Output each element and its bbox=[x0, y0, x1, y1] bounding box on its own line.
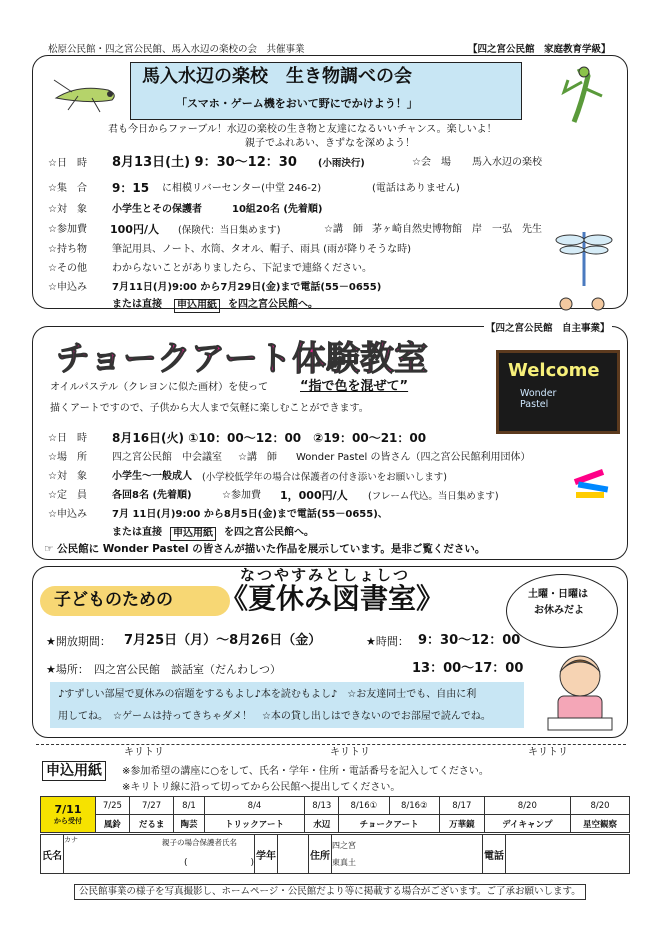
event2-target: 小学生～一般成人 bbox=[112, 471, 192, 482]
crayons-illustration bbox=[570, 468, 614, 502]
event2-title-art bbox=[54, 332, 464, 380]
event1-apply: 7月11日(月)9:00 から7月29日(金)まで電話(55－0655) bbox=[112, 282, 382, 293]
event1-date: 8月13日(土) 9：30～12：30 bbox=[112, 155, 297, 170]
phone-field[interactable] bbox=[506, 835, 630, 874]
welcome-sub: Wonder Pastel bbox=[520, 388, 557, 410]
event1-meet-time: 9：15 bbox=[112, 181, 150, 195]
form-inst2: ※キリトリ線に沿って切ってから公民館へ提出してください。 bbox=[122, 782, 401, 793]
event1-fee-note: (保険代：当日集めます) bbox=[178, 225, 281, 236]
event3-note2: 用してね。 ☆ゲームは持ってきちゃダメ！ ☆本の貸し出しはできないのでお部屋で読んでね。 bbox=[58, 711, 491, 722]
event2-title: チョークアート体験教室 bbox=[56, 339, 428, 379]
event2-fee: 1，000円/人 bbox=[280, 489, 348, 502]
event1-other-label: ☆その他 bbox=[48, 263, 87, 274]
event2-apply: 7月 11日(月)9:00 から8月5日(金)まで電話(55－0655)、 bbox=[112, 509, 388, 520]
dragonfly-illustration bbox=[552, 226, 616, 316]
address-label: 住所 bbox=[309, 835, 332, 874]
event1-apply-form: 申込用紙 bbox=[174, 299, 220, 313]
event2-target-note: (小学校低学年の場合は保護者の付き添いをお願いします) bbox=[202, 472, 447, 483]
event1-fee: 100円/人 bbox=[110, 223, 159, 236]
event2-apply-label: ☆申込み bbox=[48, 509, 87, 520]
guardian-label: 親子の場合保護者氏名 bbox=[162, 838, 237, 847]
event1-target-label: ☆対 象 bbox=[48, 204, 87, 215]
event2-intro1: オイルパステル（クレヨンに似た画材）を使って bbox=[50, 382, 269, 393]
phone-label: 電話 bbox=[483, 835, 506, 874]
event3-period-label: ★開放期間： bbox=[46, 635, 111, 648]
kana-label: カナ bbox=[64, 836, 78, 844]
event1-items-label: ☆持ち物 bbox=[48, 244, 87, 255]
event2-fee-label: ☆参加費 bbox=[222, 490, 261, 501]
address-option-1: 四之宮 bbox=[332, 841, 356, 850]
course-cell[interactable]: デイキャンプ bbox=[484, 815, 570, 833]
course-cell[interactable]: トリックアート bbox=[204, 815, 305, 833]
sponsor-text: 松原公民館・四之宮公民館、馬入水辺の楽校の会 共催事業 bbox=[48, 44, 305, 55]
start-cell bbox=[41, 797, 96, 833]
event2-lecturer-label: ☆講 師 bbox=[238, 452, 277, 463]
event2-tag: 【四之宮公民館 自主事業】 bbox=[486, 323, 610, 334]
mantis-illustration bbox=[548, 62, 608, 134]
project-tag: 【四之宮公民館 家庭教育学級】 bbox=[468, 44, 611, 55]
event2-apply2: または直接 bbox=[112, 527, 162, 538]
event3-ruby: なつやすみとしょしつ bbox=[240, 566, 411, 584]
event1-lecturer: 茅ヶ崎自然史博物館 岸 一弘 先生 bbox=[372, 224, 542, 235]
event3-time2: 13：00～17：00 bbox=[412, 661, 524, 676]
event2-capacity-label: ☆定 員 bbox=[48, 490, 87, 501]
event1-subtitle: 「スマホ・ゲーム機をおいて野にでかけよう！」 bbox=[176, 97, 418, 110]
event1-other: わからないことがありましたら、下記まで連絡ください。 bbox=[112, 263, 372, 274]
name-field[interactable] bbox=[64, 835, 255, 874]
event1-meet-label: ☆集 合 bbox=[48, 183, 87, 194]
address-option-2: 東真土 bbox=[332, 858, 356, 867]
date-cell: 8/13 bbox=[305, 797, 339, 815]
reading-child-illustration bbox=[540, 648, 620, 734]
event1-venue-label: ☆会 場 bbox=[412, 157, 451, 168]
event1-capacity: 10組20名 (先着順) bbox=[232, 204, 323, 215]
event3-note1: ♪すずしい部屋で夏休みの宿題をするもよし♪本を読むもよし♪ ☆お友達同士でも、自由に利 bbox=[58, 689, 477, 700]
event2-intro2: 描くアートですので、子供から大人まで気軽に楽しむことができます。 bbox=[50, 403, 369, 414]
cut-label-3: キリトリ bbox=[528, 747, 568, 758]
event2-date-label: ☆日 時 bbox=[48, 433, 87, 444]
cut-label-2: キリトリ bbox=[330, 747, 370, 758]
event3-title: 《夏休み図書室》 bbox=[220, 582, 445, 615]
event2-target-label: ☆対 象 bbox=[48, 471, 87, 482]
course-table bbox=[40, 796, 630, 833]
event2-lecturer: Wonder Pastel の皆さん（四之宮公民館利用団体） bbox=[296, 452, 531, 463]
course-cell[interactable]: 風鈴 bbox=[96, 815, 130, 833]
event3-time-label: ★時間： bbox=[366, 635, 409, 648]
date-cell: 8/1 bbox=[174, 797, 204, 815]
event2-place: 四之宮公民館 中会議室 bbox=[112, 452, 222, 463]
event1-meet-note: (電話はありません) bbox=[372, 183, 460, 194]
event2-apply3: を四之宮公民館へ。 bbox=[224, 527, 314, 538]
bubble-line1: 土曜・日曜は bbox=[528, 589, 588, 600]
event1-date-label: ☆日 時 bbox=[48, 158, 87, 169]
applicant-table bbox=[40, 834, 630, 874]
course-cell[interactable]: だるま bbox=[129, 815, 174, 833]
event3-pre: 子どものための bbox=[54, 590, 173, 610]
cut-label-1: キリトリ bbox=[124, 747, 164, 758]
cut-line bbox=[36, 744, 626, 745]
form-title: 申込用紙 bbox=[42, 761, 106, 781]
guardian-paren: ( ) bbox=[184, 858, 255, 868]
date-cell: 8/17 bbox=[440, 797, 485, 815]
event1-target: 小学生とその保護者 bbox=[112, 204, 202, 215]
event2-capacity: 各回8名 (先着順) bbox=[112, 490, 192, 501]
event1-apply2: または直接 bbox=[112, 299, 162, 310]
event1-intro2: 親子でふれあい、きずなを深めよう！ bbox=[245, 138, 415, 149]
event1-intro1: 君も今日からファーブル！水辺の楽校の生き物と友達になるいいチャンス。楽しいよ！ bbox=[108, 124, 497, 135]
event2-place-label: ☆場 所 bbox=[48, 452, 87, 463]
event1-items: 筆記用具、ノート、水筒、タオル、帽子、雨具 (雨が降りそうな時) bbox=[112, 244, 411, 255]
form-inst1: ※参加希望の講座に○をして、氏名・学年・住所・電話番号を記入してください。 bbox=[122, 766, 489, 777]
course-cell[interactable]: 陶芸 bbox=[174, 815, 204, 833]
date-cell: 7/25 bbox=[96, 797, 130, 815]
course-cell[interactable]: 万華鏡 bbox=[440, 815, 485, 833]
course-cell[interactable]: 星空観察 bbox=[571, 815, 630, 833]
date-cell: 8/16② bbox=[389, 797, 439, 815]
address-field[interactable] bbox=[332, 835, 483, 874]
event3-period: 7月25日（月）～8月26日（金） bbox=[124, 633, 322, 648]
date-cell: 8/20 bbox=[484, 797, 570, 815]
grade-label: 学年 bbox=[255, 835, 278, 874]
bubble-line2: お休みだよ bbox=[534, 605, 584, 616]
date-cell: 8/20 bbox=[571, 797, 630, 815]
course-cell[interactable]: 水辺 bbox=[305, 815, 339, 833]
start-date: 7/11 bbox=[54, 803, 82, 816]
footer-notice: 公民館事業の様子を写真撮影し、ホームページ・公民館だより等に掲載する場合がございます。ご了承お願いします。 bbox=[74, 884, 586, 900]
event1-meet-place: に相模リバーセンター(中堂 246-2) bbox=[162, 183, 322, 194]
course-cell[interactable]: チョークアート bbox=[339, 815, 440, 833]
grade-field[interactable] bbox=[278, 835, 309, 874]
event1-venue: 馬入水辺の楽校 bbox=[472, 157, 542, 168]
event1-title: 馬入水辺の楽校 生き物調べの会 bbox=[142, 66, 412, 87]
event2-intro-emph: “指で色を混ぜて” bbox=[300, 379, 409, 394]
event3-place-label: ★場所： bbox=[46, 663, 89, 676]
welcome-title: Welcome bbox=[508, 360, 600, 381]
start-label: から受付 bbox=[54, 817, 82, 825]
date-cell: 8/16① bbox=[339, 797, 389, 815]
grasshopper-illustration bbox=[48, 74, 126, 114]
event1-apply-label: ☆申込み bbox=[48, 282, 87, 293]
event1-apply3: を四之宮公民館へ。 bbox=[228, 299, 318, 310]
event1-date-note: (小雨決行) bbox=[318, 158, 365, 169]
event2-notice: ☞ 公民館に Wonder Pastel の皆さんが描いた作品を展示しています。是非ご覧ください。 bbox=[44, 543, 486, 555]
date-cell: 8/4 bbox=[204, 797, 305, 815]
event1-lecturer-label: ☆講 師 bbox=[324, 224, 363, 235]
event1-fee-label: ☆参加費 bbox=[48, 224, 87, 235]
event2-date: 8月16日(火) ①10：00～12：00 ②19：00～21：00 bbox=[112, 431, 427, 445]
event3-place: 四之宮公民館 談話室（だんわしつ） bbox=[94, 663, 281, 676]
event2-apply-form: 申込用紙 bbox=[170, 527, 216, 541]
date-cell: 7/27 bbox=[129, 797, 174, 815]
event2-fee-note: (フレーム代込。当日集めます) bbox=[368, 491, 499, 502]
event3-time1: 9：30～12：00 bbox=[418, 633, 521, 648]
name-label: 氏名 bbox=[41, 835, 64, 874]
